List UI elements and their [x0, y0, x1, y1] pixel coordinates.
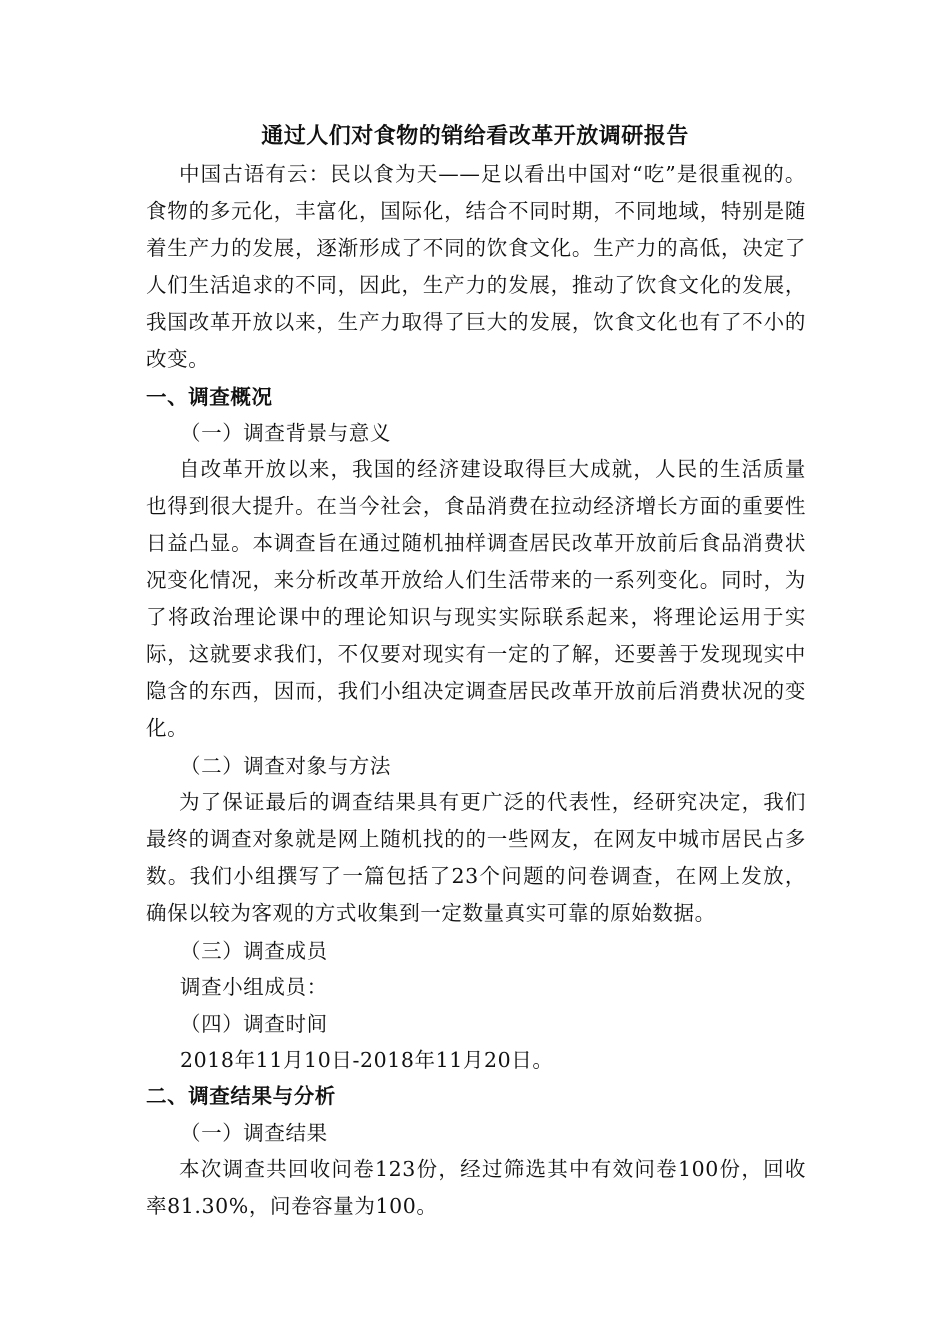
section-1-sub-1-heading: （一）调查背景与意义 — [180, 421, 391, 445]
intro-paragraph: 中国古语有云：民以食为天——足以看出中国对“吃”是很重视的。食物的多元化，丰富化，国际化，结合不同时期，不同地域，特别是随着生产力的发展，逐渐形成了不同的饮食文化。生产力的高低，决定了人们生活追求的不同，因此，生产力的发展，推动了饮食文化的发展，我国改革开放以来，生产力取得了巨大的发展，饮食文化也有了不小的改变。 — [146, 162, 806, 371]
section-1-sub-4-heading: （四）调查时间 — [180, 1012, 328, 1036]
section-1-sub-4-text: 2018年11月10日-2018年11月20日。 — [180, 1048, 554, 1072]
section-1-heading: 一、调查概况 — [146, 385, 273, 409]
section-1-sub-2-paragraph: 为了保证最后的调查结果具有更广泛的代表性，经研究决定，我们最终的调查对象就是网上随机找的的一些网友，在网友中城市居民占多数。我们小组撰写了一篇包括了23个问题的问卷调查，在网上发放，确保以较为客观的方式收集到一定数量真实可靠的原始数据。 — [146, 790, 806, 925]
section-1-sub-3-text: 调查小组成员： — [180, 975, 328, 999]
document-title: 通过人们对食物的销给看改革开放调研报告 — [261, 123, 689, 149]
section-2-sub-1-heading: （一）调查结果 — [180, 1121, 328, 1145]
section-1-sub-3-heading: （三）调查成员 — [180, 939, 328, 963]
section-1-sub-1-paragraph: 自改革开放以来，我国的经济建设取得巨大成就，人民的生活质量也得到很大提升。在当今社会，食品消费在拉动经济增长方面的重要性日益凸显。本调查旨在通过随机抽样调查居民改革开放前后食品消费状况变化情况，来分析改革开放给人们生活带来的一系列变化。同时，为了将政治理论课中的理论知识与现实实际联系起来，将理论运用于实际，这就要求我们，不仅要对现实有一定的了解，还要善于发现现实中隐含的东西，因而，我们小组决定调查居民改革开放前后消费状况的变化。 — [146, 457, 806, 740]
section-2-sub-1-paragraph: 本次调查共回收问卷123份，经过筛选其中有效问卷100份，回收率81.30%，问卷容量为100。 — [146, 1157, 806, 1218]
section-2-heading: 二、调查结果与分析 — [146, 1084, 336, 1108]
section-1-sub-2-heading: （二）调查对象与方法 — [180, 754, 391, 778]
